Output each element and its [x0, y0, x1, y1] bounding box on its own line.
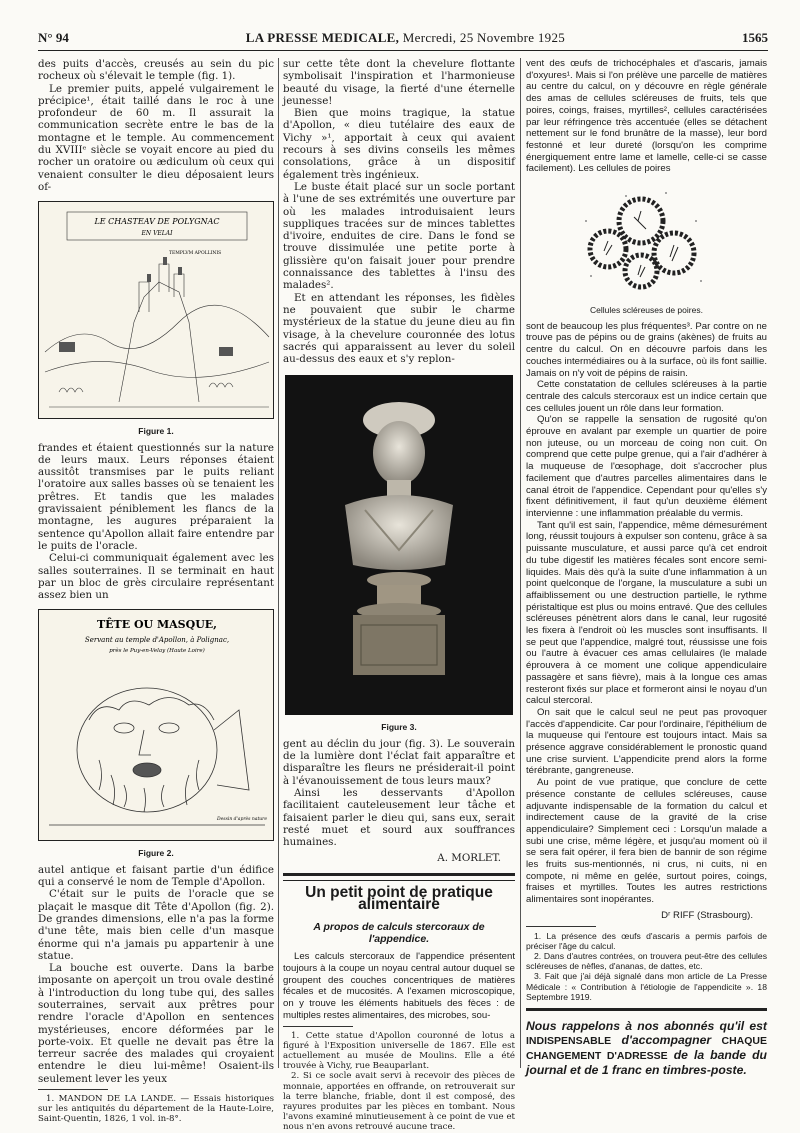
figure-1-caption: Figure 1.: [138, 426, 174, 437]
footnotes-col1: [38, 1094, 274, 1125]
figure-1-label: TEMPLVM APOLLINIS: [169, 251, 222, 257]
journal-title: [246, 30, 565, 46]
subscriber-notice: [526, 1019, 767, 1077]
figure-1-chateau-engraving: [38, 201, 274, 419]
paragraph: Celui-ci communiquait également avec les salles souterraines. Il se terminait en haut par un bloc de grès circulaire représentant assez bien un: [38, 552, 274, 602]
footnote: 1. MANDON DE LA LANDE. — Essais historiques sur les antiquités du département de la Haute-Loire, Saint-Quentin, 1826, 1 vol. in-8°.: [38, 1094, 274, 1125]
paragraph: Tant qu'il est sain, l'appendice, même démesurément long, réussit toujours à expulser son contenu, grâce à sa puissante musculature, et aussi parce qu'à cet endroit du tube digestif les matières fécales sont encore semi-liquides. Mais dès qu'à la suite d'une inflammation à un point quelconque de l'organe, la musculature a subi un affaiblissement ou une destruction partielle, le rythme péristaltique est plus ou moins entravé. Que des cellules scléreuses pénètrent alors dans le canal, leur rugosité les fixera à l'endroit où les muscles sont insuffisants. Il se peut que l'appendice, malgré tout, réussisse une fois ou l'autre à évacuer ces amas cellulaires (le malade éprouvera à ce moment une colique appendiculaire passagère et sans fièvre), mais à la longue ces amas resteront fixés sur place et formeront ainsi le noyau d'un calcul stercoral.: [526, 519, 767, 707]
column-separator: [278, 58, 279, 1068]
figure-2-credit: Dessin d'après nature: [217, 817, 267, 823]
footnote: 3. Fait que j'ai déjà signalé dans mon article de La Presse Médicale : « Contribution à l'étiologie de l'appendicite ». 18 Septembre 1919.: [526, 971, 767, 1002]
notice-text: d'accompagner: [621, 1033, 712, 1048]
paragraph: sur cette tête dont la chevelure flottante symbolisait l'inspiration et l'harmonieuse beauté du visage, la fierté d'une éternelle jeunesse!: [283, 58, 515, 107]
paragraph: vent des œufs de trichocéphales et d'ascaris, jamais d'oxyures¹. Mais si l'on prélève une parcelle de matières au centre du calcul, on y découvre en règle générale des amas de cellules scléreuses de fruits, tels que poires, coings, fraises, myrtilles², cellules caractérisées par leur réfringence très accentuée (elles se détachent nettement sur le fond brunâtre de la masse), leur bord festonné et leur dureté (lorsqu'on les comprime énergiquement entre lame et lamelle, celle-ci se casse facilement). Les cellules de poires: [526, 58, 767, 175]
footnote-rule: [38, 1089, 108, 1090]
article-subtitle: A propos de calculs stercoraux de l'appendice.: [313, 921, 485, 946]
paragraph: Qu'on se rappelle la sensation de rugosité qu'on éprouve en avalant par exemple un quartier de poire non juteuse, ou un morceau de coing non cuit. On comprend que cette pulpe grenue, qui a l'air d'adhérer à la muqueuse de l'œsophage, doit s'accrocher plus facilement que d'autres parcelles alimentaires dans le canal étroit de l'appendice. Cependant pour qu'elles s'y fixent définitivement, il faut qu'un deuxième élément intervienne : une inflammation préalable du vermis.: [526, 414, 767, 519]
article-separator-thin: [283, 880, 515, 881]
paragraph: des puits d'accès, creusés au sein du pic rocheux où s'élevait le temple (fig. 1).: [38, 58, 274, 83]
paragraph: La bouche est ouverte. Dans la barbe imposante on aperçoit un trou ovale destiné à l'introduction du long tube qui, des salles souterraines, servait aux prêtres pour rendre l'oracle d'Apollon en sentences mystérieuses, encore déformées par le porte-voix. Et quelle ne devait pas être la terreur sacrée des malades qui croyaient entendre le dieu lui-même! Osaient-ils seulement lever les yeux: [38, 962, 274, 1085]
figure-2-line2: Servant au temple d'Apollon, à Polignac,: [84, 636, 230, 645]
notice-separator: [526, 1008, 767, 1011]
page-folio: 1565: [742, 30, 768, 45]
figure-pear-cells: [526, 181, 767, 299]
issue-date: Mercredi, 25 Novembre 1925: [402, 30, 566, 45]
header-rule: [38, 50, 768, 51]
apollo-bust-illustration: [285, 375, 513, 715]
footnote: 1. La présence des œufs d'ascaris a permis parfois de préciser l'âge du calcul.: [526, 930, 767, 951]
notice-emphasis: INDISPENSABLE: [526, 1035, 612, 1048]
journal-name: LA PRESSE MEDICALE,: [245, 30, 400, 45]
column-1: [38, 58, 274, 1125]
figure-2-line3: près le Puy-en-Velay (Haute Loire): [109, 648, 205, 655]
footnote-rule: [526, 926, 596, 927]
column-3: [526, 58, 767, 1077]
paragraph: sont de beaucoup les plus fréquentes³. Par contre on ne trouve pas de pépins ou de grains (akènes) de fruits au centre du calcul. On en découvre parfois dans les couches intermédiaires ou à la surface, où ils font saillie. Jamais on n'y voit de pépins de raisin.: [526, 320, 767, 379]
pear-cells-caption: Cellules scléreuses de poires.: [590, 305, 703, 316]
pear-cells-micrograph: [526, 181, 767, 299]
paragraph: C'était sur le puits de l'oracle que se plaçait le masque dit Tête d'Apollon (fig. 2). De grandes dimensions, elle n'a pas la forme d'une tête, mais bien celle d'un masque énorme qui n'a jamais pu appartenir à une statue.: [38, 888, 274, 962]
paragraph: gent au déclin du jour (fig. 3). Le souverain de la lumière dont l'éclat fait apparaître et disparaître les fleurs ne présiderait-il point à l'évanouissement de tous leurs maux?: [283, 737, 515, 787]
footnote: 2. Si ce socle avait servi à recevoir des pièces de monnaie, apportées en offrande, on retrouverait sur la terre blanche, friable, dont il est composé, des rayures produites par les pièces en tombant. Nous l'avons examiné minutieusement à ce point de vue et nous n'en avons retrouvé aucune trace.: [283, 1071, 515, 1133]
figure-1-banner-sub: EN VELAI: [141, 230, 173, 238]
paragraph: On sait que le calcul seul ne peut pas provoquer l'accès d'appendicite. Car pour l'ordinaire, l'épithélium de la muqueuse qui l'entoure est toujours intact. Mais sa présence aggrave considérablement le pronostic quand une crise survient. L'appendicite prend alors la forme térébrante, gangreneuse.: [526, 706, 767, 777]
paragraph: Les calculs stercoraux de l'appendice présentent toujours à la coupe un noyau central autour duquel se groupent des couches concentriques de matières fécales et de mucosités. A l'examen microscopique, on y trouve les éléments habituels des fèces : de multiples restes alimentaires, des microbes, sou-: [283, 951, 515, 1021]
column-separator: [520, 58, 521, 1068]
notice-text: Nous rappelons à nos abonnés qu'il est: [526, 1019, 767, 1034]
notice-emphasis: CHAQUE CHANGEMENT D'ADRESSE: [526, 1035, 768, 1063]
footnote: 2. Dans d'autres contrées, on trouvera peut-être des cellules scléreuses de nèfles, d'ananas, de dattes, etc.: [526, 951, 767, 972]
footnotes-col3: [526, 931, 767, 1002]
figure-2-caption: Figure 2.: [138, 848, 174, 859]
paragraph: autel antique et faisant partie d'un édifice qui a conservé le nom de Temple d'Apollon.: [38, 863, 274, 889]
figure-1-banner: LE CHASTEAV DE POLYGNAC: [94, 217, 220, 227]
paragraph: Cette constatation de cellules scléreuses à la partie centrale des calculs stercoraux est un indice certain que ces cellules jouent un rôle dans leur formation.: [526, 379, 767, 414]
paragraph: Ainsi les desservants d'Apollon facilitaient cauteleusement leur tâche et faisaient parler le dieu qui, sans eux, serait resté muet et sourd aux souffrances humaines.: [283, 786, 515, 849]
notice-text: de la bande du journal et de 1 franc en timbres-poste.: [526, 1048, 768, 1078]
page-number: N° 94: [38, 30, 69, 45]
article-title: Un petit point de pratique alimentaire: [305, 883, 493, 913]
footnote: 1. Cette statue d'Apollon couronné de lotus a figuré à l'Exposition universelle de 1867. Elle est actuellement au musée de Moulins. Elle a été trouvée à Vichy, rue Beauparlant.: [283, 1030, 515, 1072]
paragraph: Le buste était placé sur un socle portant à l'une de ses extrémités une ouverture par où les malades introduisaient leurs suppliques tracées sur de minces tablettes d'ivoire, enduites de cire. Dans le fond se trouve dissimulée une petite porte à glissière qu'on faisait jouer pour prendre connaissance des tablettes à l'insu des malades².: [283, 180, 515, 292]
author-signature: Dʳ RIFF (Strasbourg).: [661, 909, 753, 921]
paragraph: Au point de vue pratique, que conclure de cette présence constante de cellules scléreuses, cause adjuvante indispensable de la formation du calcul et indirectement cause de la gravité de la crise appendiculaire? Simplement ceci : Lorsqu'un malade a subi une crise, même légère, et jusqu'au moment où il se sera fait opérer, il fera bien de bannir de son régime les fruits sus-mentionnés, ni crus, ni cuits, ni en compote, ni même en gelée, surtout poires, coings, fraises et myrtilles. Toutes les autres restrictions alimentaires sont inopérantes.: [526, 777, 767, 906]
figure-2-mask-drawing: [38, 609, 274, 841]
figure-3-caption: Figure 3.: [381, 722, 417, 733]
author-signature: A. MORLET.: [437, 852, 501, 865]
paragraph: Et en attendant les réponses, les fidèles ne pouvaient que subir le charme mystérieux de la statue du jeune dieu au fin visage, à la chevelure couronnée des lotus sacrés qui apparaissent au lever du soleil au-dessus des eaux et s'y replon-: [283, 291, 515, 366]
mask-illustration: [39, 610, 274, 840]
paragraph: Le premier puits, appelé vulgairement le précipice¹, était taillé dans le roc à une profondeur de 60 m. Il assurait la communication secrète entre le bas de la montagne et le temple. Au commencement du XVIIIᵉ siècle se voyait encore au pied du rocher un oratoire ou ædiculum où ceux qui venaient consulter le dieu déposaient leurs of-: [38, 82, 274, 193]
column-2: [283, 58, 515, 1133]
chateau-illustration: [39, 202, 274, 418]
footnote-rule: [283, 1026, 353, 1027]
paragraph: Bien que moins tragique, la statue d'Apollon, « dieu tutélaire des eaux de Vichy »¹, apportait à ceux qui avaient recours à ses divins conseils les mêmes consolations, grâce à un dispositif également très ingénieux.: [283, 107, 515, 181]
page-header: [38, 30, 768, 48]
figure-3-apollo-bust-photo: [285, 375, 513, 715]
article-separator: [283, 873, 515, 876]
paragraph: frandes et étaient questionnés sur la nature de leurs maux. Leurs réponses étaient aussitôt transmises par le puits reliant l'oratoire aux salles basses où se tenaient les prêtres. Et tandis que les malades gravissaient péniblement les flancs de la montagne, les augures préparaient la sentence qu'Apollon allait faire entendre par le puits de l'oracle.: [38, 441, 274, 552]
figure-2-title: TÊTE OU MASQUE,: [96, 618, 218, 632]
